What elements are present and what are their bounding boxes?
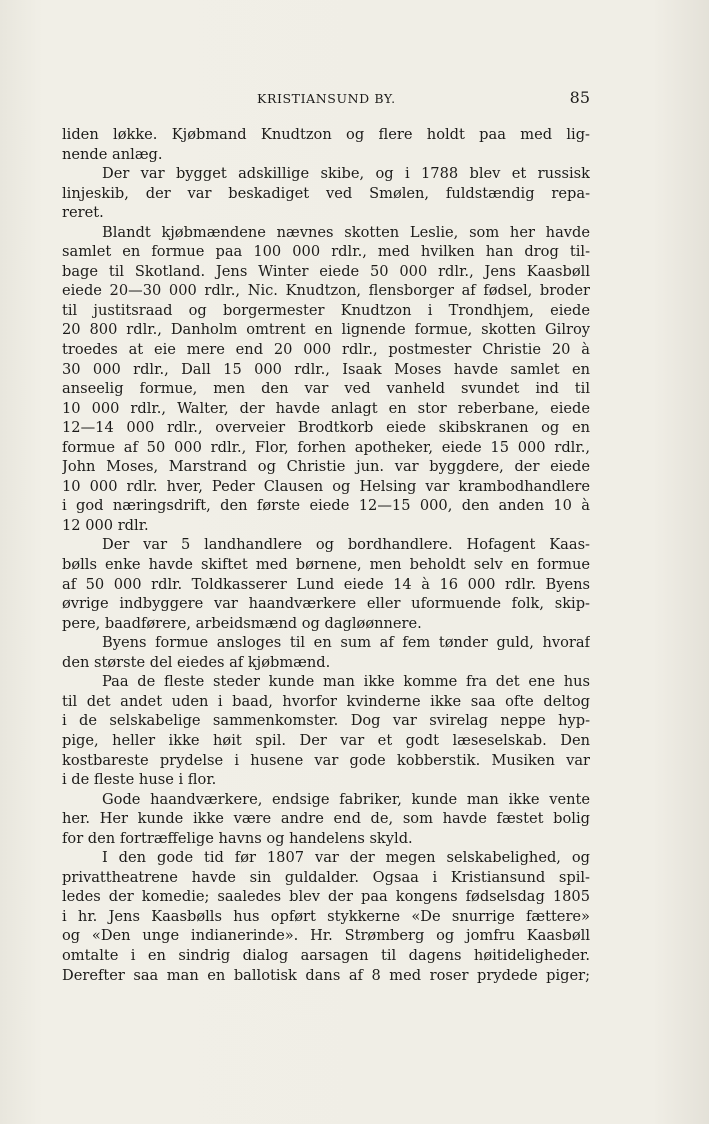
text-line: 12 000 rdlr.	[62, 516, 149, 534]
text-line: kostbareste prydelse i husene var gode kobberstik. Musiken var	[62, 751, 590, 769]
text-line: 12—14 000 rdlr., overveier Brodtkorb eiede skibskranen og en	[62, 419, 590, 437]
text-line: af 50 000 rdlr. Toldkasserer Lund eiede 14 à 16 000 rdlr. Byens	[62, 575, 590, 593]
text-line: her. Her kunde ikke være andre end de, som havde fæstet bolig	[62, 810, 590, 828]
text-line: den største del eiedes af kjøbmænd.	[62, 653, 331, 671]
text-line: 30 000 rdlr., Dall 15 000 rdlr., Isaak Moses havde samlet en	[62, 360, 590, 378]
running-head-title: KRISTIANSUND BY.	[257, 91, 396, 106]
text-line: Gode haandværkere, endsige fabriker, kunde man ikke vente	[102, 790, 590, 808]
text-line: 10 000 rdlr. hver, Peder Clausen og Helsing var krambodhandlere	[62, 477, 590, 495]
text-line: i de selskabelige sammenkomster. Dog var svirelag neppe hyp-	[62, 712, 590, 730]
text-line: Blandt kjøbmændene nævnes skotten Leslie, som her havde	[102, 223, 590, 241]
page-number: 85	[569, 88, 590, 107]
text-line: reret.	[62, 204, 104, 222]
running-head	[62, 88, 590, 110]
text-line: i hr. Jens Kaasbølls hus opført stykkerne «De snurrige fættere»	[62, 907, 590, 925]
text-line: pere, baadførere, arbeidsmænd og dagløønnere.	[62, 614, 422, 632]
text-line: anseelig formue, men den var ved vanheld svundet ind til	[62, 380, 590, 398]
text-line: Paa de fleste steder kunde man ikke komme fra det ene hus	[102, 673, 590, 691]
text-line: i god næringsdrift, den første eiede 12—15 000, den anden 10 à	[62, 497, 590, 515]
text-line: øvrige indbyggere var haandværkere eller uformuende folk, skip-	[62, 595, 590, 613]
text-line: I den gode tid før 1807 var der megen selskabelighed, og	[102, 849, 590, 867]
text-line: liden løkke. Kjøbmand Knudtzon og flere holdt paa med lig-	[62, 126, 590, 143]
text-line: pige, heller ikke høit spil. Der var et godt læseselskab. Den	[62, 731, 590, 749]
text-line: Der var 5 landhandlere og bordhandlere. Hofagent Kaas-	[102, 536, 590, 554]
text-line: samlet en formue paa 100 000 rdlr., med hvilken han drog til-	[62, 243, 590, 261]
text-line: 20 800 rdlr., Danholm omtrent en lignende formue, skotten Gilroy	[62, 321, 590, 339]
text-line: ledes der komedie; saaledes blev der paa kongens fødselsdag 1805	[62, 888, 590, 906]
text-line: formue af 50 000 rdlr., Flor, forhen apotheker, eiede 15 000 rdlr.,	[62, 438, 590, 456]
text-line: og «Den unge indianerinde». Hr. Strømberg og jomfru Kaasbøll	[62, 927, 590, 945]
body-text	[62, 125, 590, 985]
text-line: nende anlæg.	[62, 145, 163, 163]
text-line: eiede 20—30 000 rdlr., Nic. Knudtzon, flensborger af fødsel, broder	[62, 282, 590, 300]
text-line: bølls enke havde skiftet med børnene, men beholdt selv en formue	[62, 556, 590, 574]
text-line: til justitsraad og borgermester Knudtzon i Trondhjem, eiede	[62, 301, 590, 319]
text-line: omtalte i en sindrig dialog aarsagen til dagens høitideligheder.	[62, 946, 590, 964]
text-line: for den fortræffelige havns og handelens skyld.	[62, 829, 413, 847]
text-line: Der var bygget adskillige skibe, og i 1788 blev et russisk	[102, 165, 590, 183]
text-line: bage til Skotland. Jens Winter eiede 50 000 rdlr., Jens Kaasbøll	[62, 262, 590, 280]
text-line: i de fleste huse i flor.	[62, 771, 217, 789]
text-line: Derefter saa man en ballotisk dans af 8 med roser prydede piger;	[62, 966, 590, 984]
text-line: linjeskib, der var beskadiget ved Smølen, fuldstændig repa-	[62, 184, 590, 202]
text-line: privattheatrene havde sin guldalder. Ogsaa i Kristiansund spil-	[62, 868, 590, 886]
text-line: til det andet uden i baad, hvorfor kvinderne ikke saa ofte deltog	[62, 692, 590, 710]
text-line: 10 000 rdlr., Walter, der havde anlagt en stor reberbane, eiede	[62, 399, 590, 417]
text-line: Byens formue ansloges til en sum af fem tønder guld, hvoraf	[102, 634, 590, 652]
text-line: John Moses, Marstrand og Christie jun. var byggdere, der eiede	[62, 458, 590, 476]
text-line: troedes at eie mere end 20 000 rdlr., postmester Christie 20 à	[62, 341, 590, 359]
